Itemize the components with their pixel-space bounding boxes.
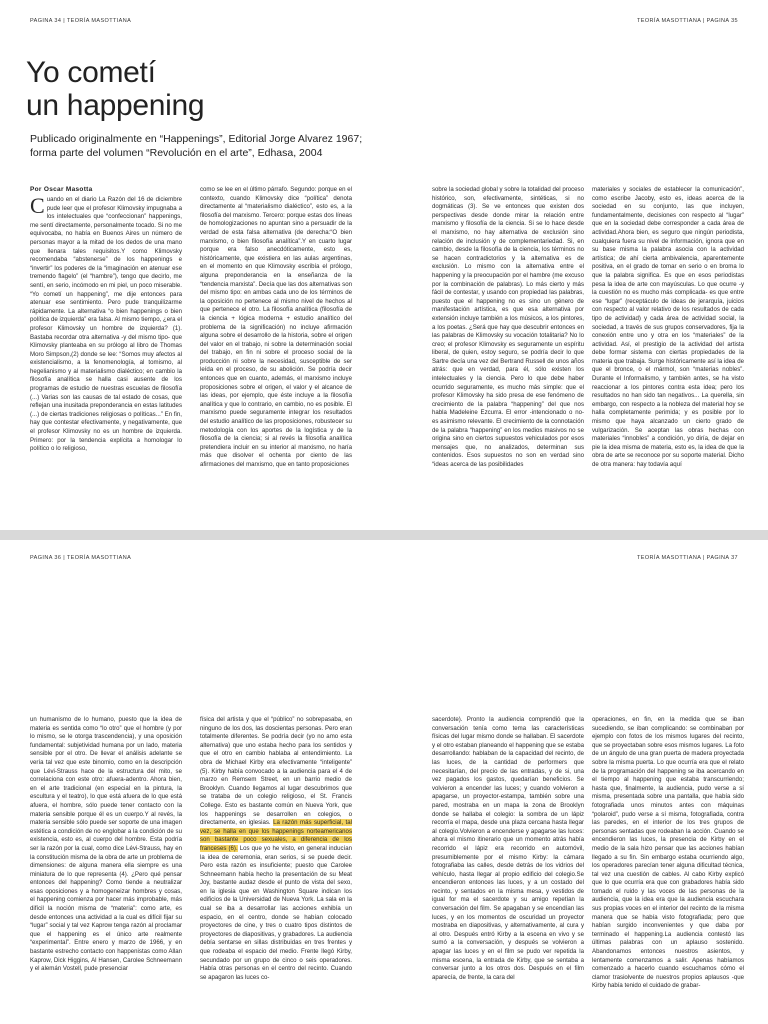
byline: Por Oscar Masotta [30, 186, 93, 193]
page-35-header: TEORÍA MASOTTIANA | PAGINA 35 [637, 18, 738, 24]
bottom-column-2-text-a: física del artista y que el “público” no sobrepasaba, en ninguno de los dos, las doscientas personas. Pero eran totalmente diferentes. Se podría decir (yo no amo esta alternativa) que uno estaba hecho para los sentidos y que el otro en cambio hablaba al entendimiento. La obra de Michael Kirby era efectivamente “inteligente” (5). Kirby había convocado a la audiencia para el 4 de marzo en Remsem Street, en un barrio medio de Brooklyn. Cuando llegamos al lugar descubrimos que se trataba de un colegio religioso, el St. Francis College. Esto es bastante común en Nueva York, que los happenings se desarrollen en colegios, o directamente, en iglesias. [200, 716, 352, 827]
bottom-column-1 [30, 716, 182, 1022]
highlighted-passage: La razón más superficial, tal vez, se halla en que los happenings norteamericanos son bastante poco sexuales, a diferencia de los franceses (6). [200, 819, 352, 852]
title-line-1: Yo cometí [26, 56, 156, 89]
top-column-3-text: sobre la sociedad global y sobre la totalidad del proceso histórico, son, efectivamente, sintéticas, si no dogmáticas (3). Se ve entonces que existen dos perspectivas desde donde mirar la relación entre marxismo y filosofía de la ciencia. Si se lo hace desde el marxismo, no hay alternativa de exclusión sino relación de inclusión y de complementariedad. Si, en cambio, desde la filosofía de la ciencia, los términos no se hacen contradictorios y la alternativa es de exclusión. Lo mismo con la alternativa entre el happening y la preocupación por el hambre (me excuso por la combinación de palabras). Lo más cierto y más fácil de contestar, y usando con propiedad las palabras, puesto que el happening no es sino un género de manifestación artística, es que esa alternativa por extensión incluye también a los músicos, a los pintores, a los poetas. ¿Será que hay que descubrir entonces en las palabras de Klimovsky su vocación totalitaria? No lo creo; el profesor Klimovsky es seguramente un espíritu liberal, de quien, estoy seguro, se podría decir lo que Sartre decía una vez del Bertrand Russell de unos años atrás: que en verdad, para él, sólo existen los intelectuales y la ciencia. Pero lo que debe haber ocurrido seguramente, es mucho más simple: que el profesor Klimovsky ha sido presa de ese fenómeno de crecimiento de la palabra “happening” del que nos habla Madeleine Ezcurra. El error -intencionado o no- es asimismo relevante. El crecimiento de la connotación de la palabra “happening” en los medios masivos no se origina sino en ciertos supuestos vehiculados por esos mensajes que, no analizados, determinan sus contenidos. Esos supuestos no son en verdad sino “ideas acerca de las posibilidades [432, 186, 584, 468]
page-34-header: PAGINA 34 | TEORÍA MASOTTIANA [30, 18, 132, 24]
bottom-spread [0, 540, 768, 1024]
top-column-1-text: uando en el diario La Razón del 16 de diciembre pude leer que el profesor Klimovsky impugnaba a los intelectuales que “confeccionan” happenings, me sentí directamente, personalmente tocado. Si no me equivocaba, no había en Buenos Aires un número de personas mayor a la mitad de los dedos de una mano que llenara tales requisitos.Y como Klimovsky recomendaba “abstenerse” de los happenings e “invertir” los poderes de la “imaginación en atenuar ese tremendo flagelo” (el “hambre”), tengo que decirlo, me sentí, en serio, incómodo en mi piel, un poco miserable. “Yo cometí un happening”, me dije entonces para atenuar ese sentimiento. Pero pude tranquilizarme rápidamente. La alternativa “o bien happenings o bien política de izquierda” era falsa. Al mismo tiempo, ¿era el profesor Klimovsky un hombre de izquierda? (1). Bastaba recordar otra alternativa -y del mismo tipo- que Klimovsky planteaba en su prólogo al libro de Thomas Moro Simpson,(2) donde se lee: “Somos muy afectos al existencialismo, a la fenomenología, al tomismo, al hegelianismo y al materialismo dialéctico; en cambio la filosofía analítica se halla casi ausente de los programas de estudio de nuestras escuelas de filosofía (...) Varias son las causas de tal estado de cosas, que reflejan una inusitada preponderancia en estas latitudes (...) de ciertas tradiciones religiosas o políticas...” En fin, hay que contestar efectivamente, y negativamente, que el profesor Klimovsky no es un hombre de izquierda. Primero: por la tendencia explícita a homologar lo político o lo religioso, [30, 196, 182, 453]
top-column-3 [432, 186, 584, 516]
page-36-header: PAGINA 36 | TEORÍA MASOTTIANA [30, 555, 132, 561]
top-column-1 [30, 196, 182, 526]
article-subtitle [30, 132, 370, 160]
spread-divider [0, 530, 768, 540]
bottom-column-1-text: un humanismo de lo humano, puesto que la idea de materia es sentida como “lo otro” que el hombre (y por lo mismo, se le otorga trascendencia), y una oposición fundamental: subjetividad humana por un lado, materia sensible por el otro. De llevar el análisis adelante se vería tal vez que este binomio, como en la descripción que Lévi-Strauss hace de la estructura del mito, se correlaciona con este otro: afuera-adentro. Ahora bien, en el arte tradicional (en especial en la pintura, la escultura y el teatro), lo que está afuera de lo que está afuera, el hombre, sólo puede tener contacto con la materia sensible porque él es un cuerpo.Y al revés, la materia sensible sólo puede ser soporte de una imagen estética a condición de no englobar a la condición de su existencia, esto es, al cuerpo del hombre. Esta podría ser la razón por la cual, como dice Lévi-Strauss, hay en la constitución misma de la obra de arte un problema de dimensiones: de alguna manera ella siempre es una miniatura de lo que representa (4). ¿Pero qué pensar entonces del happening? Como tiende a neutralizar esas oposiciones y a homogeneizar hombres y cosas, el happening comienza por hacer más improbable, más difícil la noción misma de “materia”: como arte, es desde entonces una actividad a la cual es difícil fijar su “lugar” social y tal vez Kaprow tenga razón al proclamar que el happening es el único arte realmente “experimental”. Entre enero y marzo de 1966, y en bastante estrecho contacto con happenistas como Allan Kaprow, Dick Higgins, Al Hansen, Carolee Schneemann y el alemán Vostell, pude presenciar [30, 716, 182, 973]
top-column-2 [200, 186, 352, 516]
drop-cap: C [30, 196, 45, 218]
top-column-2-text: como se lee en el último párrafo. Segundo: porque en el contexto, cuando Klimovsky dice “política” denota directamente al “materialismo dialéctico”, esto es, a la filosofía del marxismo. Tercero: porque estas dos líneas de homologizaciones no apuntan sino a persuadir de la verdad de esta falsa alternativa (de derecha:“O bien marxismo, o bien filosofía analítica”.Y en cuarto lugar porque era falso anecdóticamente, esto es, históricamente, que existiera en las aulas argentinas, en el momento en que Klimovsky escribía el prólogo, alguna preponderancia en la enseñanza de la “tendencia marxista”. Decía que las dos alternativas son del mismo tipo: en ambas cada uno de los términos de la oposición no pertenece al mismo nivel de hechos al que pertenece el otro. La filosofía analítica (filosofía de la ciencia + lógica moderna + estudio analítico del problema de la significación) no incluye afirmación alguna sobre el desarrollo de la historia, sobre el origen del valor en el trabajo, ni sobre la determinación social del trabajo, en fin ni sobre el proceso social de la producción ni sobre la necesidad, susceptible de ser leída en el proceso, de su abolición. Se podría decir entonces que en cuanto, además, el marxismo incluye proposiciones sobre el origen, el valor y el alcance de las ideas, por ejemplo, que éste incluye a la filosofía analítica y que lo contrario, en cambio, no es posible. El marxismo puede seguramente integrar los resultados del estudio analítico de las proposiciones, robustecer su metodología con los aportes de la logística y de la filosofía de la ciencia; si al revés la filosofía analítica pretendiera incluir en su interior al marxismo, no haría más que disolver el ochenta por ciento de las afirmaciones del marxismo, que en tanto proposiciones [200, 186, 352, 468]
page-37-header: TEORÍA MASOTTIANA | PAGINA 37 [637, 555, 738, 561]
bottom-column-3 [432, 716, 584, 1022]
bottom-column-4 [592, 716, 744, 1022]
bottom-column-4-text: operaciones, en fin, en la medida que se iban sucediendo, se iban complicando: se combinaban por ejemplo con fotos de los mismos lugares del recinto, que se proyectaban sobre esos mismos lugares. La foto de un ángulo de una gran puerta de madera proyectada sobre la misma puerta. Lo que ocurría era que el relato de la programación del happening se iba acercando en el tiempo al happening que estaba transcurriendo; hasta que, finalmente, la audiencia, pudo verse a sí misma, presentada sobre una pantalla, que había sido fotografiada unos minutos antes con máquinas “polaroid”, pudo verse a sí misma, fotografiada, contra las paredes, en el interior de los tres grupos de personas sentadas que rodeaban la acción. Cuando se encendieron las luces, la presencia de Kirby en el medio de la sala hizo pensar que las acciones habían llegado a su fin. Sin embargo estaba ocurriendo algo, los operadores parecían tener alguna dificultad técnica, tal vez una cuestión de cables. Al cabo Kirby explicó que lo que ocurría era que con grabadores había sido tomado el ruido y las voces de las personas de la audiencia, que la idea era que la audiencia escuchara sus propias voces en el interior del recinto de la misma manera que se había visto fotografiada; pero que habían surgido inconvenientes y que daba por terminado el happening.La audiencia contestó las últimas palabras con un aplauso sostenido. Abandonamos entonces nuestros asientos, y lentamente comenzamos a salir. Apenas habíamos comenzado a hacerlo cuando escuchamos cómo el clamor trasiolvente de nuestros propios aplausos -que Kirby había tenido el cuidado de grabar- [592, 716, 744, 990]
bottom-column-2 [200, 716, 352, 1022]
subtitle-line-1: Publicado originalmente en “Happenings”, Editorial Jorge Alvarez 1967; [30, 133, 363, 145]
subtitle-line-2: forma parte del volumen “Revolución en el arte”, Edhasa, 2004 [30, 147, 323, 159]
top-column-4-text: materiales y sociales de establecer la comunicación”, como escribe Jacoby, esto es, ideas acerca de la sociedad en su conjunto, las que incluyen, fundamentalmente, decisiones con respecto al “lugar” que en la sociedad debe corresponder a cada área de actividad.Ahora bien, es seguro que ningún periodista, cualquiera fuera su nivel de información, ignora que en su base misma la palabra asocia con la actividad artística; de ahí cierta ambivalencia, aparentemente positiva, en el grado de tomar en serio o en broma lo que la palabra significa. Es que en esos periodistas pesa la idea de arte con mayúsculas. Lo que ocurre -y la cuestión no es mucho más complicada- es que entre ese “lugar” (receptáculo de ideas de jerarquía, juicios con respecto al valor relativo de los resultados de cada tipo de actividad) y cada área de actividad social, la sociedad, a través de sus grupos conservadores, fija la conexión entre uno y otra en los “materiales” de la actividad. Así, el prestigio de la actividad del artista debe formar sistema con ciertas propiedades de la materia que trabaja. Surge históricamente así la idea de que el bronce, o el mármol, son “materias nobles”. Durante el Informalismo, y también antes, se ha visto reaccionar a los pintores contra esta idea; pero los resultados no han sido tan negativos... La querella, sin embargo, con respecto a la nobleza del material hoy se halla completamente perimida; y es posible por lo mismo que haya alcanzado un cierto grado de vulgarización. Se aceptan las obras hechas con materiales “innobles” a condición, yo diría, de dejar en pie la idea misma de materia, esto es, la idea de que la obra de arte se reconoce por su soporte material. Dicho de otra manera: hay todavía aquí [592, 186, 744, 468]
bottom-column-2-text-b: Los que yo he visto, en general inducían la idea de ceremonia, eran serios, si se puede decir. Pero esta razón es insuficiente; puesto que Carolee Schneemann había hecho la presentación de su Meat Joy, bastante audaz desde el punto de vista del sexo, en la iglesia que en Washington Square indican los edificios de la Universidad de Nueva York. La sala en la cual se iba a desarrollar las acciones exhibía un espacio, en el centro, donde se habían colocado proyectores de cine, y tres o cuatro tipos distintos de proyectores de diapositivas, y grabadores. La audiencia debía sentarse en sillas distribuidas en tres frentes y que rodeaba el espacio del medio. Frente llegó Kirby, secundado por un grupo de cinco o seis operadores. Había otras personas en el centro del recinto. Cuando se apagaron las luces co- [200, 844, 352, 981]
title-line-2: un happening [26, 89, 205, 122]
article-title [26, 56, 204, 122]
bottom-column-3-text: sacerdote). Pronto la audiencia comprendió que la conversación tenía como tema las características físicas del lugar mismo donde se hallaban. El sacerdote y el otro estaban planeando el happening que se estaba desarrollando: hablaban de la capacidad del recinto, de las luces, de la cantidad de performers que necesitarían, del precio de las entradas, y de si, una vez pagados los gastos, quedarían beneficios. Se volvieron a encender las luces; y cuando volvieron a apagarse, un proyector-estampa, también sobre una pared, mostraba en un mapa la zona de Brooklyn donde se hallaba el colegio: la sombra de un lápiz recorría el mapa, desde una plaza cercana hasta llegar al colegio.Volvieron a encenderse y apagarse las luces: ahora el mismo itinerario que un momento atrás había recorrido el lápiz era recorrido en automóvil, presumiblemente por el mismo Kirby: la cámara fotografiaba las calles, desde detrás de los vidrios del vehículo, hasta llegar al propio edificio del colegio.Se encendieron entonces las luces, y a un costado del recinto, y sentados en la misma mesa, y vestidos de igual for ma el sacerdote y su amigo repetían la conversación del film. Se apagaban y se encendían las luces, y en los momentos de oscuridad un proyector mostraba en diapositivas, y alternativamente, al cura y al otro. Después entró Kirby a la escena en vivo y se sumó a la conversación, y después se volvieron a apagar las luces y en el film se pudo ver repetida la misma escena, la entrada de Kirby, que se sentaba a conversar junto a los otros dos. Después en el film aparecía, de frente, la cara del [432, 716, 584, 981]
top-column-4 [592, 186, 744, 516]
